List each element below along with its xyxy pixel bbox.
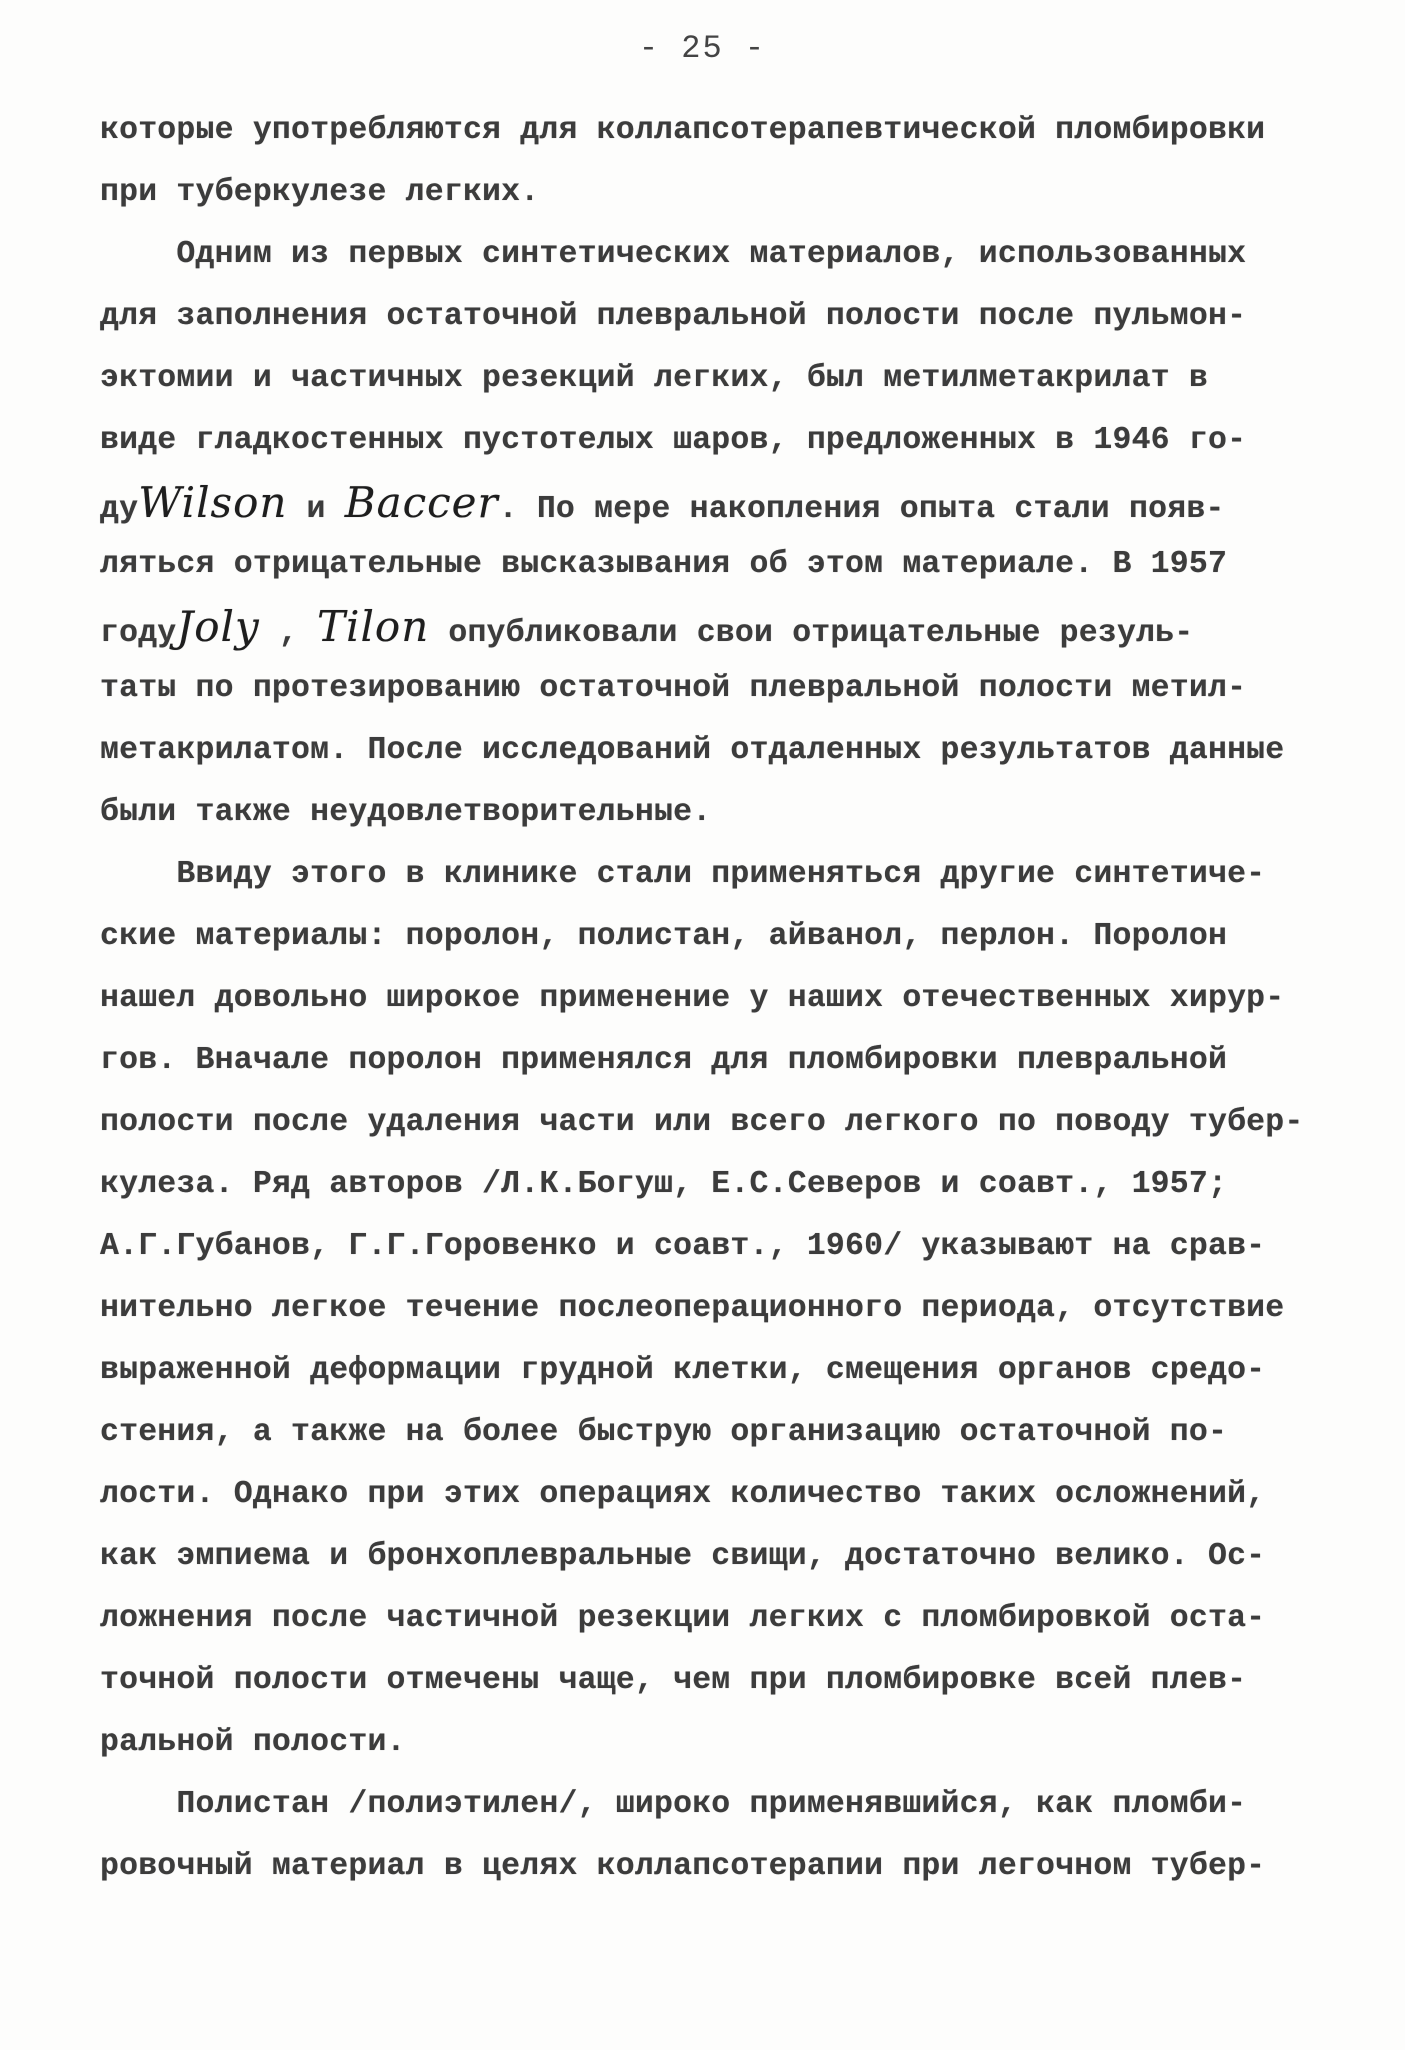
text-line: [100, 1526, 1320, 1588]
text-line: [100, 1092, 1320, 1154]
typed-text: ские материалы: поролон, полистан, айванол, перлон. Поролон: [100, 919, 1228, 954]
typed-text: ,: [259, 616, 318, 651]
typed-text: ровочный материал в целях коллапсотерапии при легочном тубер-: [100, 1849, 1266, 1884]
handwritten-name: Wilson: [138, 478, 288, 527]
typed-text: нашел довольно широкое применение у наших отечественных хирур-: [100, 981, 1285, 1016]
typed-text: нительно легкое течение послеоперационного периода, отсутствие: [100, 1291, 1285, 1326]
typed-text: лости. Однако при этих операциях количество таких осложнений,: [100, 1477, 1266, 1512]
text-line: [100, 162, 1320, 224]
text-line: [100, 1216, 1320, 1278]
typed-text: были также неудовлетворительные.: [100, 795, 712, 830]
typed-text: как эмпиема и бронхоплевральные свищи, достаточно велико. Ос-: [100, 1539, 1266, 1574]
typed-text: А.Г.Губанов, Г.Г.Горовенко и соавт., 1960/ указывают на срав-: [100, 1229, 1266, 1264]
text-line: [100, 1464, 1320, 1526]
typed-text: опубликовали свои отрицательные резуль-: [429, 616, 1194, 651]
text-line: [100, 1836, 1320, 1898]
text-line: [100, 720, 1320, 782]
text-line: [100, 348, 1320, 410]
typed-text: ляться отрицательные высказывания об этом материале. В 1957: [100, 547, 1228, 582]
text-line: [100, 1650, 1320, 1712]
text-line: [100, 224, 1320, 286]
text-line: [100, 1588, 1320, 1650]
text-line: [100, 1030, 1320, 1092]
page-number: - 25 -: [638, 30, 767, 67]
typed-text: стения, а также на более быструю организацию остаточной по-: [100, 1415, 1228, 1450]
text-line: [100, 1402, 1320, 1464]
text-line: [100, 1774, 1320, 1836]
text-line: [100, 1154, 1320, 1216]
typed-text: Полистан /полиэтилен/, широко применявшийся, как пломби-: [100, 1787, 1247, 1822]
text-line: [100, 1340, 1320, 1402]
handwritten-name: Tilon: [317, 602, 430, 651]
typed-text: точной полости отмечены чаще, чем при пломбировке всей плев-: [100, 1663, 1247, 1698]
typed-text: Одним из первых синтетических материалов, использованных: [100, 237, 1247, 272]
text-line: [100, 968, 1320, 1030]
text-line: [100, 782, 1320, 844]
handwritten-name: Joly: [176, 602, 260, 651]
typed-text: ду: [100, 492, 139, 527]
typed-text: эктомии и частичных резекций легких, был метилметакрилат в: [100, 361, 1208, 396]
text-line: [100, 100, 1320, 162]
typed-text: метакрилатом. После исследований отдаленных результатов данные: [100, 733, 1285, 768]
typed-text: Ввиду этого в клинике стали применяться другие синтетиче-: [100, 857, 1266, 892]
typed-text: виде гладкостенных пустотелых шаров, предложенных в 1946 го-: [100, 423, 1247, 458]
text-line: [100, 410, 1320, 472]
text-line: [100, 286, 1320, 348]
text-line: [100, 658, 1320, 720]
typed-text: таты по протезированию остаточной плевральной полости метил-: [100, 671, 1247, 706]
text-line: [100, 1712, 1320, 1774]
body-text: [100, 100, 1320, 1898]
typed-text: которые употребляются для коллапсотерапевтической пломбировки: [100, 113, 1266, 148]
typed-text: . По мере накопления опыта стали появ-: [498, 492, 1225, 527]
typed-text: выраженной деформации грудной клетки, смещения органов средо-: [100, 1353, 1266, 1388]
typed-text: полости после удаления части или всего легкого по поводу тубер-: [100, 1105, 1304, 1140]
handwritten-name: Baccer: [344, 478, 499, 527]
text-line: [100, 906, 1320, 968]
typed-text: ложнения после частичной резекции легких с пломбировкой оста-: [100, 1601, 1266, 1636]
text-line: [100, 1278, 1320, 1340]
typed-text: для заполнения остаточной плевральной полости после пульмон-: [100, 299, 1247, 334]
text-line: [100, 844, 1320, 906]
text-line: [100, 596, 1320, 658]
text-line: [100, 472, 1320, 534]
typed-text: ральной полости.: [100, 1725, 406, 1760]
typed-text: кулеза. Ряд авторов /Л.К.Богуш, Е.С.Северов и соавт., 1957;: [100, 1167, 1228, 1202]
text-line: [100, 534, 1320, 596]
typed-text: гов. Вначале поролон применялся для пломбировки плевральной: [100, 1043, 1228, 1078]
typed-text: и: [287, 492, 345, 527]
typed-text: при туберкулезе легких.: [100, 175, 540, 210]
typed-text: году: [100, 616, 177, 651]
